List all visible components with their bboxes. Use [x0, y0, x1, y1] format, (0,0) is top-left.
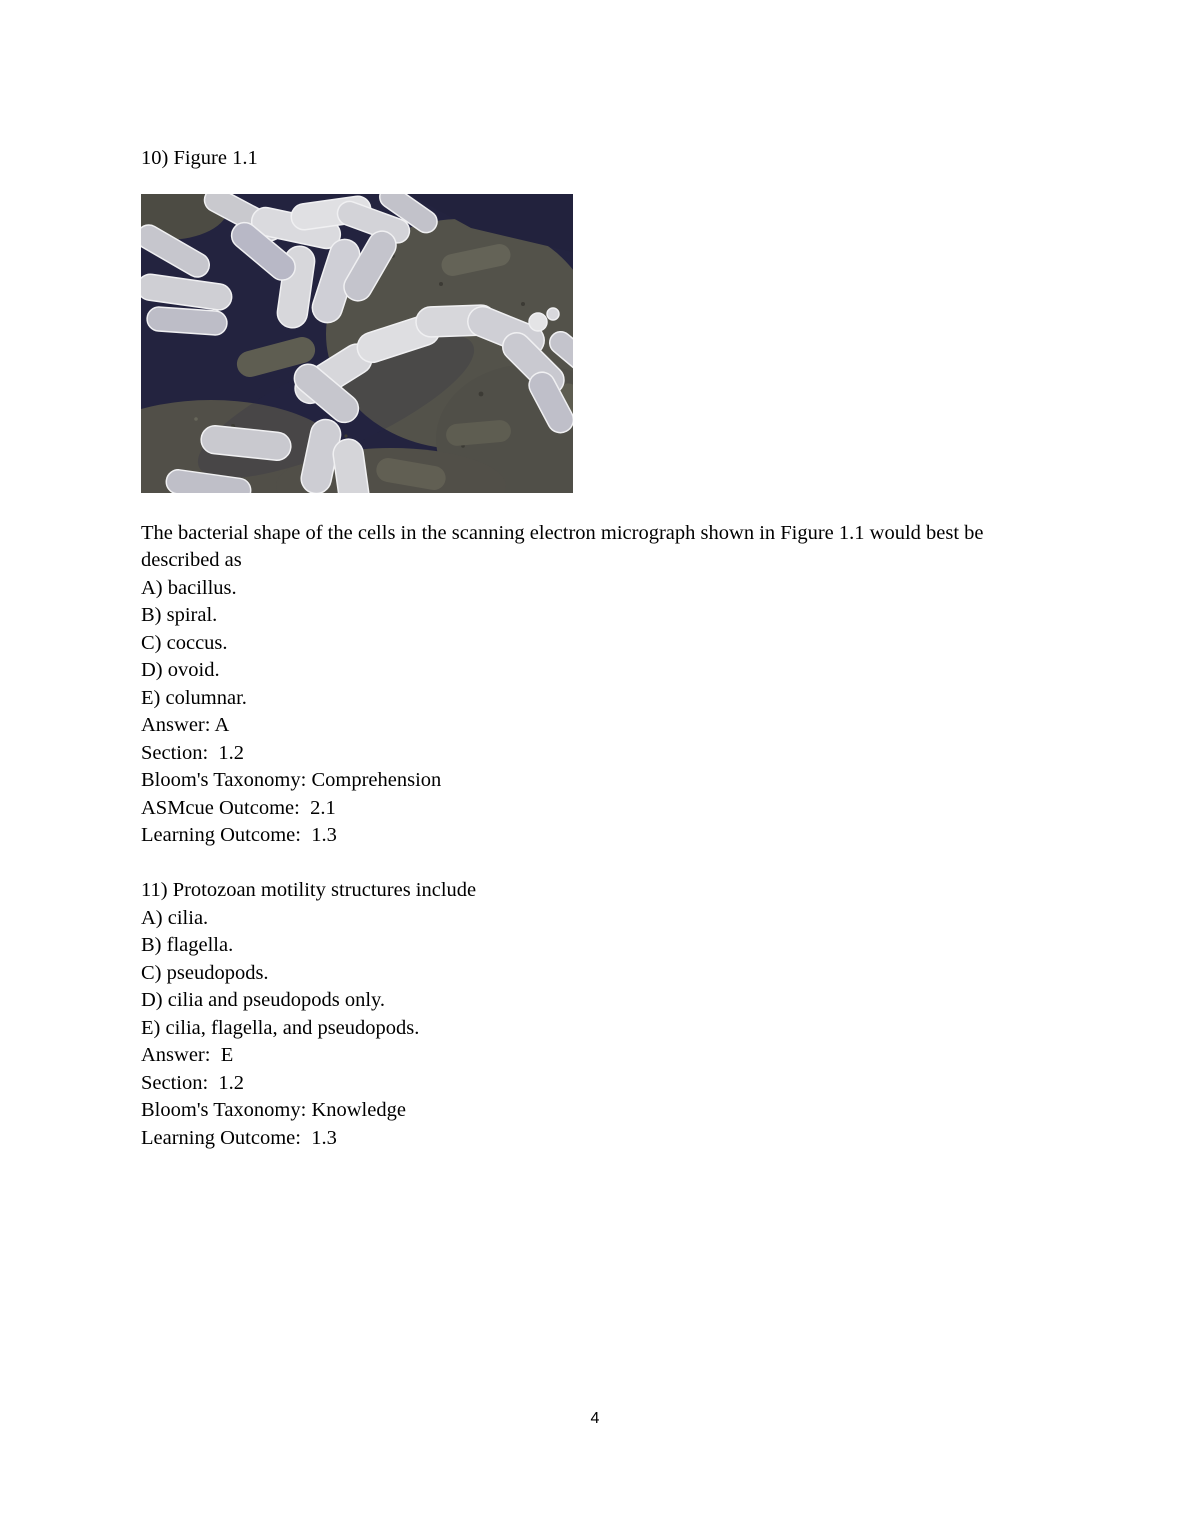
question-10-options: [141, 575, 1061, 713]
option-c: C) coccus.: [141, 631, 228, 654]
document-page-content: [141, 145, 1061, 1152]
learning-outcome-line: Learning Outcome: 1.3: [141, 1126, 337, 1149]
learning-outcome-line: Learning Outcome: 1.3: [141, 824, 337, 846]
option-d: D) ovoid.: [141, 659, 220, 681]
page-number: 4: [590, 1410, 600, 1427]
asmcue-outcome-line: ASMcue Outcome: 2.1: [141, 796, 336, 819]
option-d: D) cilia and pseudopods only.: [141, 989, 386, 1011]
option-e: E) cilia, flagella, and pseudopods.: [141, 1016, 420, 1039]
option-e: E) columnar.: [141, 686, 247, 709]
answer-line: Answer: E: [141, 1044, 234, 1066]
question-11-options: [141, 905, 1061, 1043]
section-line: Section: 1.2: [141, 1071, 245, 1094]
option-b: B) spiral.: [141, 604, 218, 626]
question-11-header: 11) Protozoan motility structures include: [141, 879, 477, 901]
bacteria-micrograph-image: [141, 194, 573, 493]
option-b: B) flagella.: [141, 934, 234, 956]
blooms-taxonomy-line: Bloom's Taxonomy: Comprehension: [141, 769, 442, 791]
question-10-meta: [141, 712, 1061, 850]
option-a: A) bacillus.: [141, 576, 237, 599]
answer-line: Answer: A: [141, 714, 230, 736]
question-11: [141, 877, 1061, 1152]
question-10-stem: The bacterial shape of the cells in the scanning electron micrograph shown in Figure 1.1 would best be described as: [141, 521, 984, 571]
question-11-meta: [141, 1042, 1061, 1152]
option-a: A) cilia.: [141, 906, 209, 929]
section-line: Section: 1.2: [141, 741, 245, 764]
figure-1-1: [141, 194, 573, 493]
option-c: C) pseudopods.: [141, 961, 269, 984]
blooms-taxonomy-line: Bloom's Taxonomy: Knowledge: [141, 1099, 406, 1121]
question-10-header: 10) Figure 1.1: [141, 147, 258, 169]
